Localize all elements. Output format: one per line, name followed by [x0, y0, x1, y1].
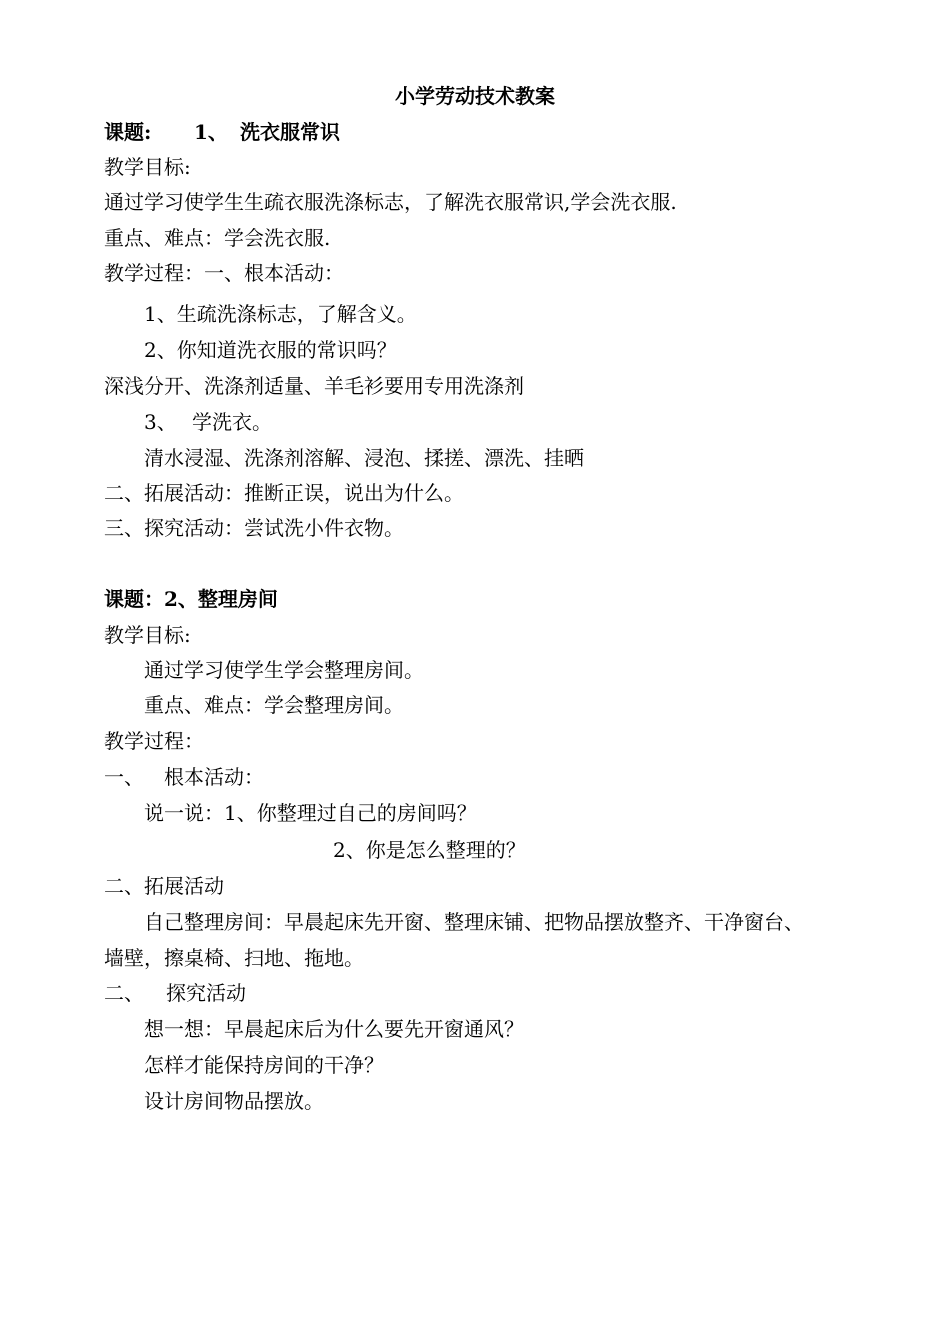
- lesson1-heading-number: 1、: [194, 120, 228, 144]
- lesson2-explore-text: 探究活动: [166, 981, 246, 1005]
- lesson2-goal-text: 通过学习使学生学会整理房间。: [144, 658, 424, 682]
- lesson2-extension-line-1: 自己整理房间：早晨起床先开窗、整理床铺、把物品摆放整齐、干净窗台、: [144, 910, 804, 934]
- lesson1-exploration: 三、探究活动：尝试洗小件衣物。: [104, 516, 404, 540]
- lesson2-basic-number: 一、: [104, 765, 144, 789]
- lesson2-goal-label: 教学目标:: [104, 623, 191, 647]
- lesson1-goal-label: 教学目标:: [104, 155, 191, 179]
- lesson2-extension-label: 二、拓展活动: [104, 874, 224, 898]
- lesson2-basic-text: 根本活动：: [164, 765, 264, 789]
- lesson1-heading-text: 洗衣服常识: [240, 120, 340, 144]
- lesson2-process-label: 教学过程：: [104, 729, 204, 753]
- lesson2-explore-number: 二、: [104, 981, 144, 1005]
- document-title: 小学劳动技术教案: [395, 84, 555, 108]
- lesson2-say-question-2: 2、你是怎么整理的？: [333, 838, 526, 862]
- lesson2-design: 设计房间物品摆放。: [144, 1089, 324, 1113]
- lesson1-heading-label: 课题:: [104, 120, 152, 144]
- lesson1-step2-detail: 深浅分开、洗涤剂适量、羊毛衫要用专用洗涤剂: [104, 374, 524, 398]
- lesson1-step3-number: 3、: [144, 410, 177, 434]
- lesson1-step3-text: 学洗衣。: [192, 410, 272, 434]
- lesson1-step2: 2、你知道洗衣服的常识吗？: [144, 338, 397, 362]
- lesson2-extension-line-2: 墙壁，擦桌椅、扫地、拖地。: [104, 946, 364, 970]
- lesson1-step3-detail: 清水浸湿、洗涤剂溶解、浸泡、揉搓、漂洗、挂晒: [144, 446, 584, 470]
- lesson2-think-2: 怎样才能保持房间的干净？: [144, 1053, 384, 1077]
- lesson1-key-points: 重点、难点：学会洗衣服.: [104, 226, 331, 250]
- lesson2-say-question-1: 说一说：1、你整理过自己的房间吗？: [144, 801, 477, 825]
- lesson2-key-points: 重点、难点：学会整理房间。: [144, 693, 404, 717]
- lesson1-extension: 二、拓展活动：推断正误，说出为什么。: [104, 481, 464, 505]
- lesson1-goal-text: 通过学习使学生生疏衣服洗涤标志，了解洗衣服常识,学会洗衣服.: [104, 190, 677, 214]
- lesson2-heading: 课题：2、整理房间: [104, 587, 278, 611]
- lesson1-process: 教学过程：一、根本活动：: [104, 261, 344, 285]
- lesson2-think-1: 想一想：早晨起床后为什么要先开窗通风？: [144, 1017, 524, 1041]
- lesson1-step1: 1、生疏洗涤标志，了解含义。: [144, 302, 417, 326]
